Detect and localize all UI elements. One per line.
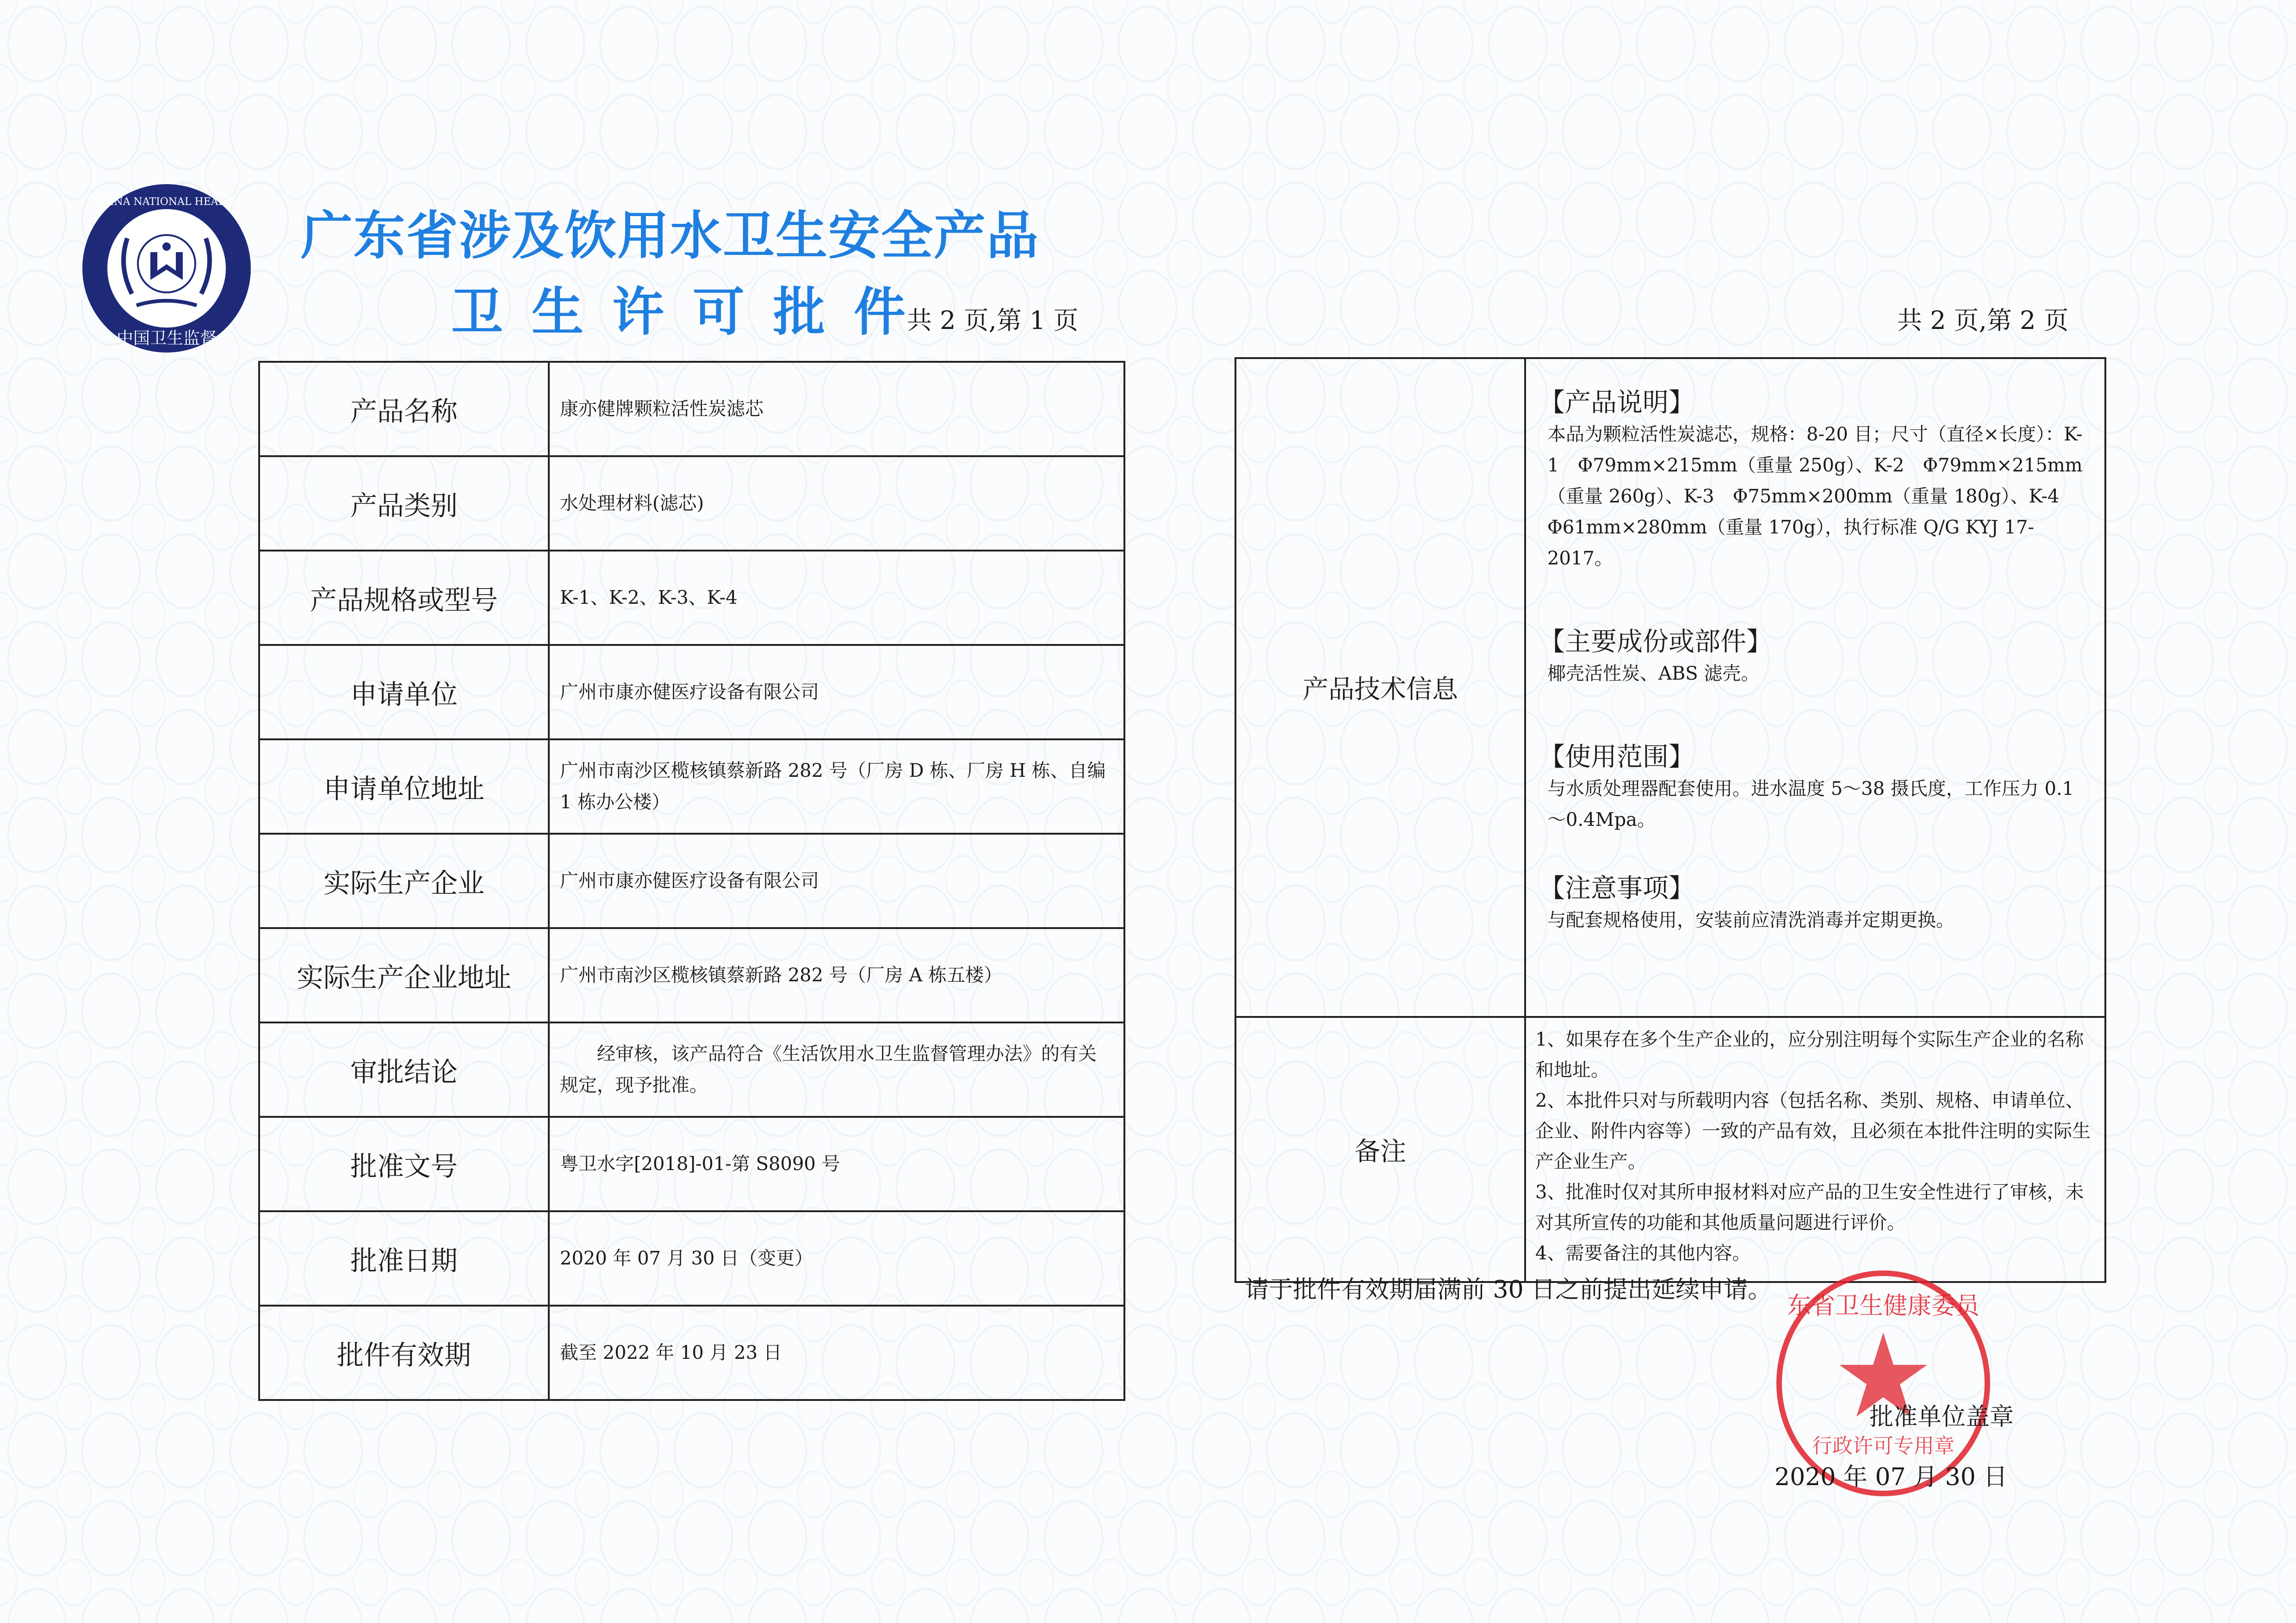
notes-content [1525,1017,2105,1282]
table-row [1235,358,2105,1017]
table-row [259,928,1124,1022]
seal-label: 批准单位盖章 [1869,1403,2014,1431]
manufacturer-value: 广州市康亦健医疗设备有限公司 [549,834,1124,928]
table-row [1235,1017,2105,1282]
note-item: 4、需要备注的其他内容。 [1535,1243,1751,1264]
health-inspection-emblem-icon [81,183,252,354]
approval-date-value: 2020 年 07 月 30 日（变更） [549,1211,1124,1306]
renewal-notice: 请于批件有效期届满前 30 日之前提出延续申请。 [1245,1276,1772,1304]
product-description: 本品为颗粒活性炭滤芯，规格：8-20 目；尺寸（直径×长度）：K-1 Φ79mm×215mm（重量 250g）、K-2 Φ79mm×215mm（重量 260g）、K-3 Φ75mm×200mm（重量 180g）、K-4 Φ61mm×280mm（重量 170g），执行标准 Q/G KYJ 17-2017。 [1547,424,2083,569]
product-category-value: 水处理材料(滤芯) [549,456,1124,551]
note-item: 1、如果存在多个生产企业的，应分别注明每个实际生产企业的名称和地址。 [1535,1029,2084,1081]
row-label: 申请单位 [259,645,549,739]
row-label: 产品类别 [259,456,549,551]
approval-conclusion-value: 经审核，该产品符合《生活饮用水卫生监督管理办法》的有关规定，现予批准。 [549,1022,1124,1117]
applicant-address-value: 广州市南沙区榄核镇蔡新路 282 号（厂房 D 栋、厂房 H 栋、自编 1 栋办公楼） [549,739,1124,834]
row-label: 申请单位地址 [259,739,549,834]
row-label: 产品名称 [259,362,549,456]
document-title-line2: 卫生许可批件 [451,282,934,342]
product-model-value: K-1、K-2、K-3、K-4 [549,551,1124,645]
row-label: 批准日期 [259,1211,549,1306]
row-label: 批准文号 [259,1117,549,1211]
main-components: 椰壳活性炭、ABS 滤壳。 [1547,663,1760,684]
table-row [259,645,1124,739]
row-label: 批件有效期 [259,1306,549,1400]
table-row [259,551,1124,645]
notes-label: 备注 [1235,1017,1525,1282]
note-item: 2、本批件只对与所载明内容（包括名称、类别、规格、申请单位、企业、附件内容等）一致的产品有效，且必须在本批件注明的实际生产企业生产。 [1535,1090,2091,1172]
table-row [259,1117,1124,1211]
table-row [259,456,1124,551]
section-heading: 【主要成份或部件】 [1539,627,1772,657]
tech-info-label: 产品技术信息 [1235,358,1525,1017]
validity-value: 截至 2022 年 10 月 23 日 [549,1306,1124,1400]
table-row [259,362,1124,456]
table-row [259,834,1124,928]
table-row [259,739,1124,834]
note-item: 3、批准时仅对其所申报材料对应产品的卫生安全性进行了审核，未对其所宣传的功能和其他质量问题进行评价。 [1535,1182,2084,1233]
document-title-line1: 广东省涉及饮用水卫生安全产品 [301,206,1039,266]
page-indicator-2: 共 2 页,第 2 页 [1897,306,2069,335]
tech-info-content [1525,358,2105,1017]
approval-number-value: 粤卫水字[2018]-01-第 S8090 号 [549,1117,1124,1211]
section-heading: 【产品说明】 [1539,388,1694,418]
row-label: 审批结论 [259,1022,549,1117]
svg-text:东省卫生健康委员: 东省卫生健康委员 [1787,1292,1980,1320]
row-label: 实际生产企业地址 [259,928,549,1022]
precautions: 与配套规格使用，安装前应清洗消毒并定期更换。 [1547,910,1955,931]
table-row [259,1022,1124,1117]
usage-scope: 与水质处理器配套使用。进水温度 5～38 摄氏度，工作压力 0.1～0.4Mpa。 [1547,778,2074,830]
table-row [259,1211,1124,1306]
section-heading: 【使用范围】 [1539,742,1694,772]
svg-text:CHINA NATIONAL HEALTH: CHINA NATIONAL HEALTH [93,196,240,208]
page-indicator-1: 共 2 页,第 1 页 [907,306,1079,335]
row-label: 实际生产企业 [259,834,549,928]
seal-date: 2020 年 07 月 30 日 [1775,1463,2008,1491]
permit-info-table [258,361,1125,1401]
table-row [259,1306,1124,1400]
svg-text:行政许可专用章: 行政许可专用章 [1812,1434,1955,1458]
manufacturer-address-value: 广州市南沙区榄核镇蔡新路 282 号（厂房 A 栋五楼） [549,928,1124,1022]
technical-info-table [1235,357,2106,1283]
product-name-value: 康亦健牌颗粒活性炭滤芯 [549,362,1124,456]
section-heading: 【注意事项】 [1539,873,1694,904]
svg-text:中国卫生监督: 中国卫生监督 [116,329,217,348]
row-label: 产品规格或型号 [259,551,549,645]
applicant-value: 广州市康亦健医疗设备有限公司 [549,645,1124,739]
